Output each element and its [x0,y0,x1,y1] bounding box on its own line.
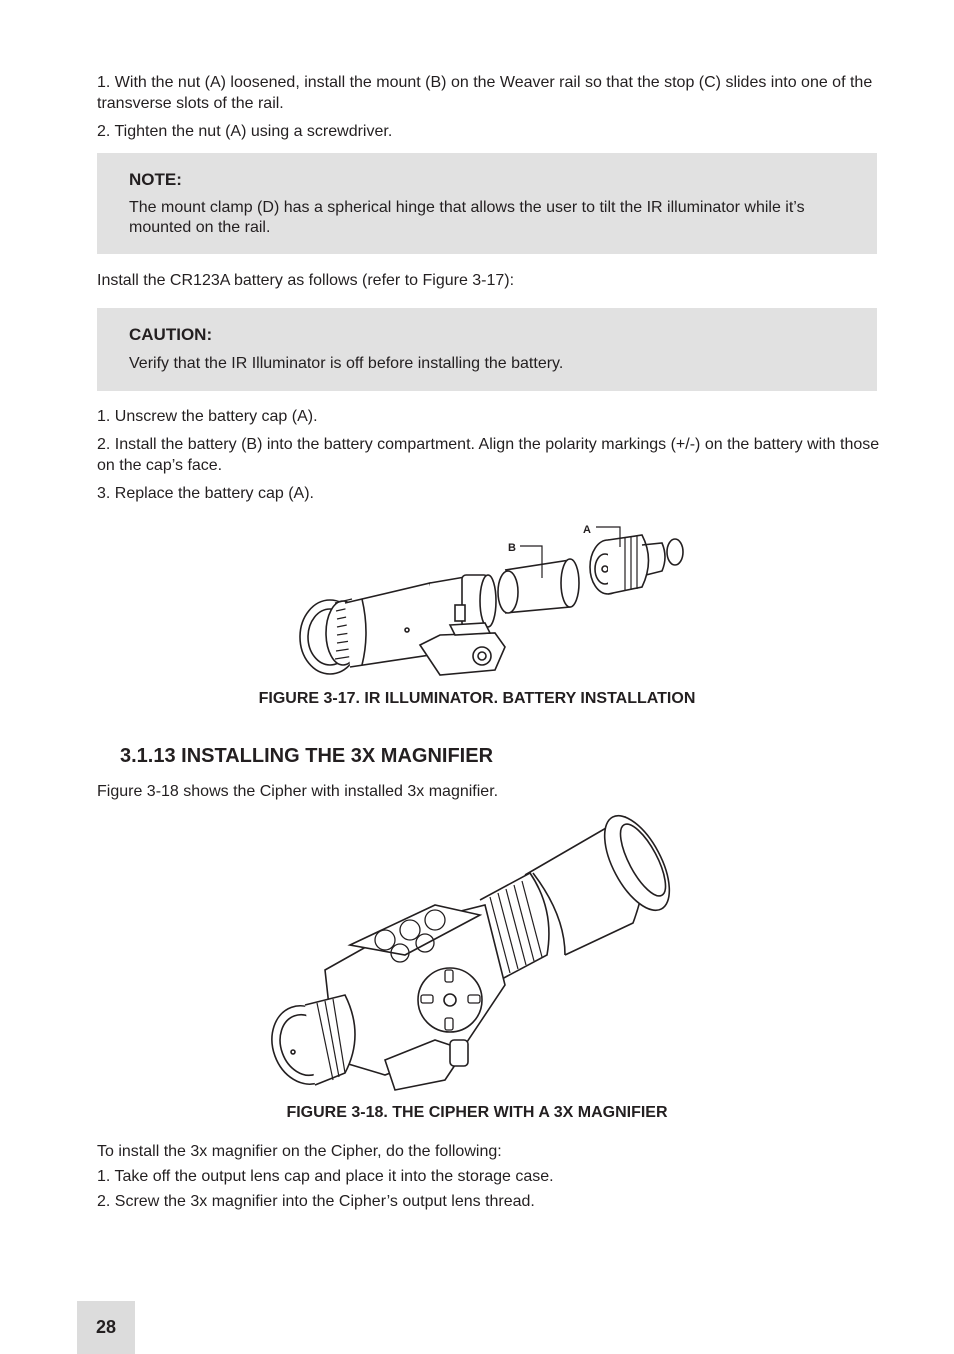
note-body: The mount clamp (D) has a spherical hinge that allows the user to tilt the IR illuminator while it’s mounted on the rail. [129,199,805,236]
ir-illuminator-figure [290,515,700,680]
mount-step-2: 2. Tighten the nut (A) using a screwdriver. [97,123,393,140]
figure17-caption: FIGURE 3-17. IR ILLUMINATOR. BATTERY INSTALLATION [258,690,696,707]
mount-step-1: 1. With the nut (A) loosened, install the mount (B) on the Weaver rail so that the stop (C) slides into one of the transverse slots of the rail. [97,74,873,112]
note-box [97,153,877,254]
figure18-caption: FIGURE 3-18. THE CIPHER WITH A 3X MAGNIFIER [286,1104,668,1121]
battery-intro: Install the CR123A battery as follows (refer to Figure 3-17): [97,272,515,289]
cipher-magnifier-figure [265,805,685,1095]
magnifier-step-2: 2. Screw the 3x magnifier into the Cipher’s output lens thread. [97,1193,535,1210]
caution-title: CAUTION: [129,325,213,344]
label-b: B [508,542,516,554]
caution-box [97,308,877,391]
caution-body: Verify that the IR Illuminator is off before installing the battery. [129,355,564,372]
section-heading: 3.1.13 INSTALLING THE 3X MAGNIFIER [120,745,494,767]
magnifier-intro: To install the 3x magnifier on the Cipher, do the following: [97,1143,502,1160]
page-number: 28 [77,1301,135,1354]
battery-step-3: 3. Replace the battery cap (A). [97,485,314,502]
battery-step-2: 2. Install the battery (B) into the battery compartment. Align the polarity markings (+/-) on the battery with those on the cap’s face. [97,436,880,474]
section-intro: Figure 3-18 shows the Cipher with installed 3x magnifier. [97,783,499,800]
note-title: NOTE: [129,170,182,189]
magnifier-step-1: 1. Take off the output lens cap and place it into the storage case. [97,1168,554,1185]
label-a: A [583,524,591,536]
battery-step-1: 1. Unscrew the battery cap (A). [97,408,318,425]
